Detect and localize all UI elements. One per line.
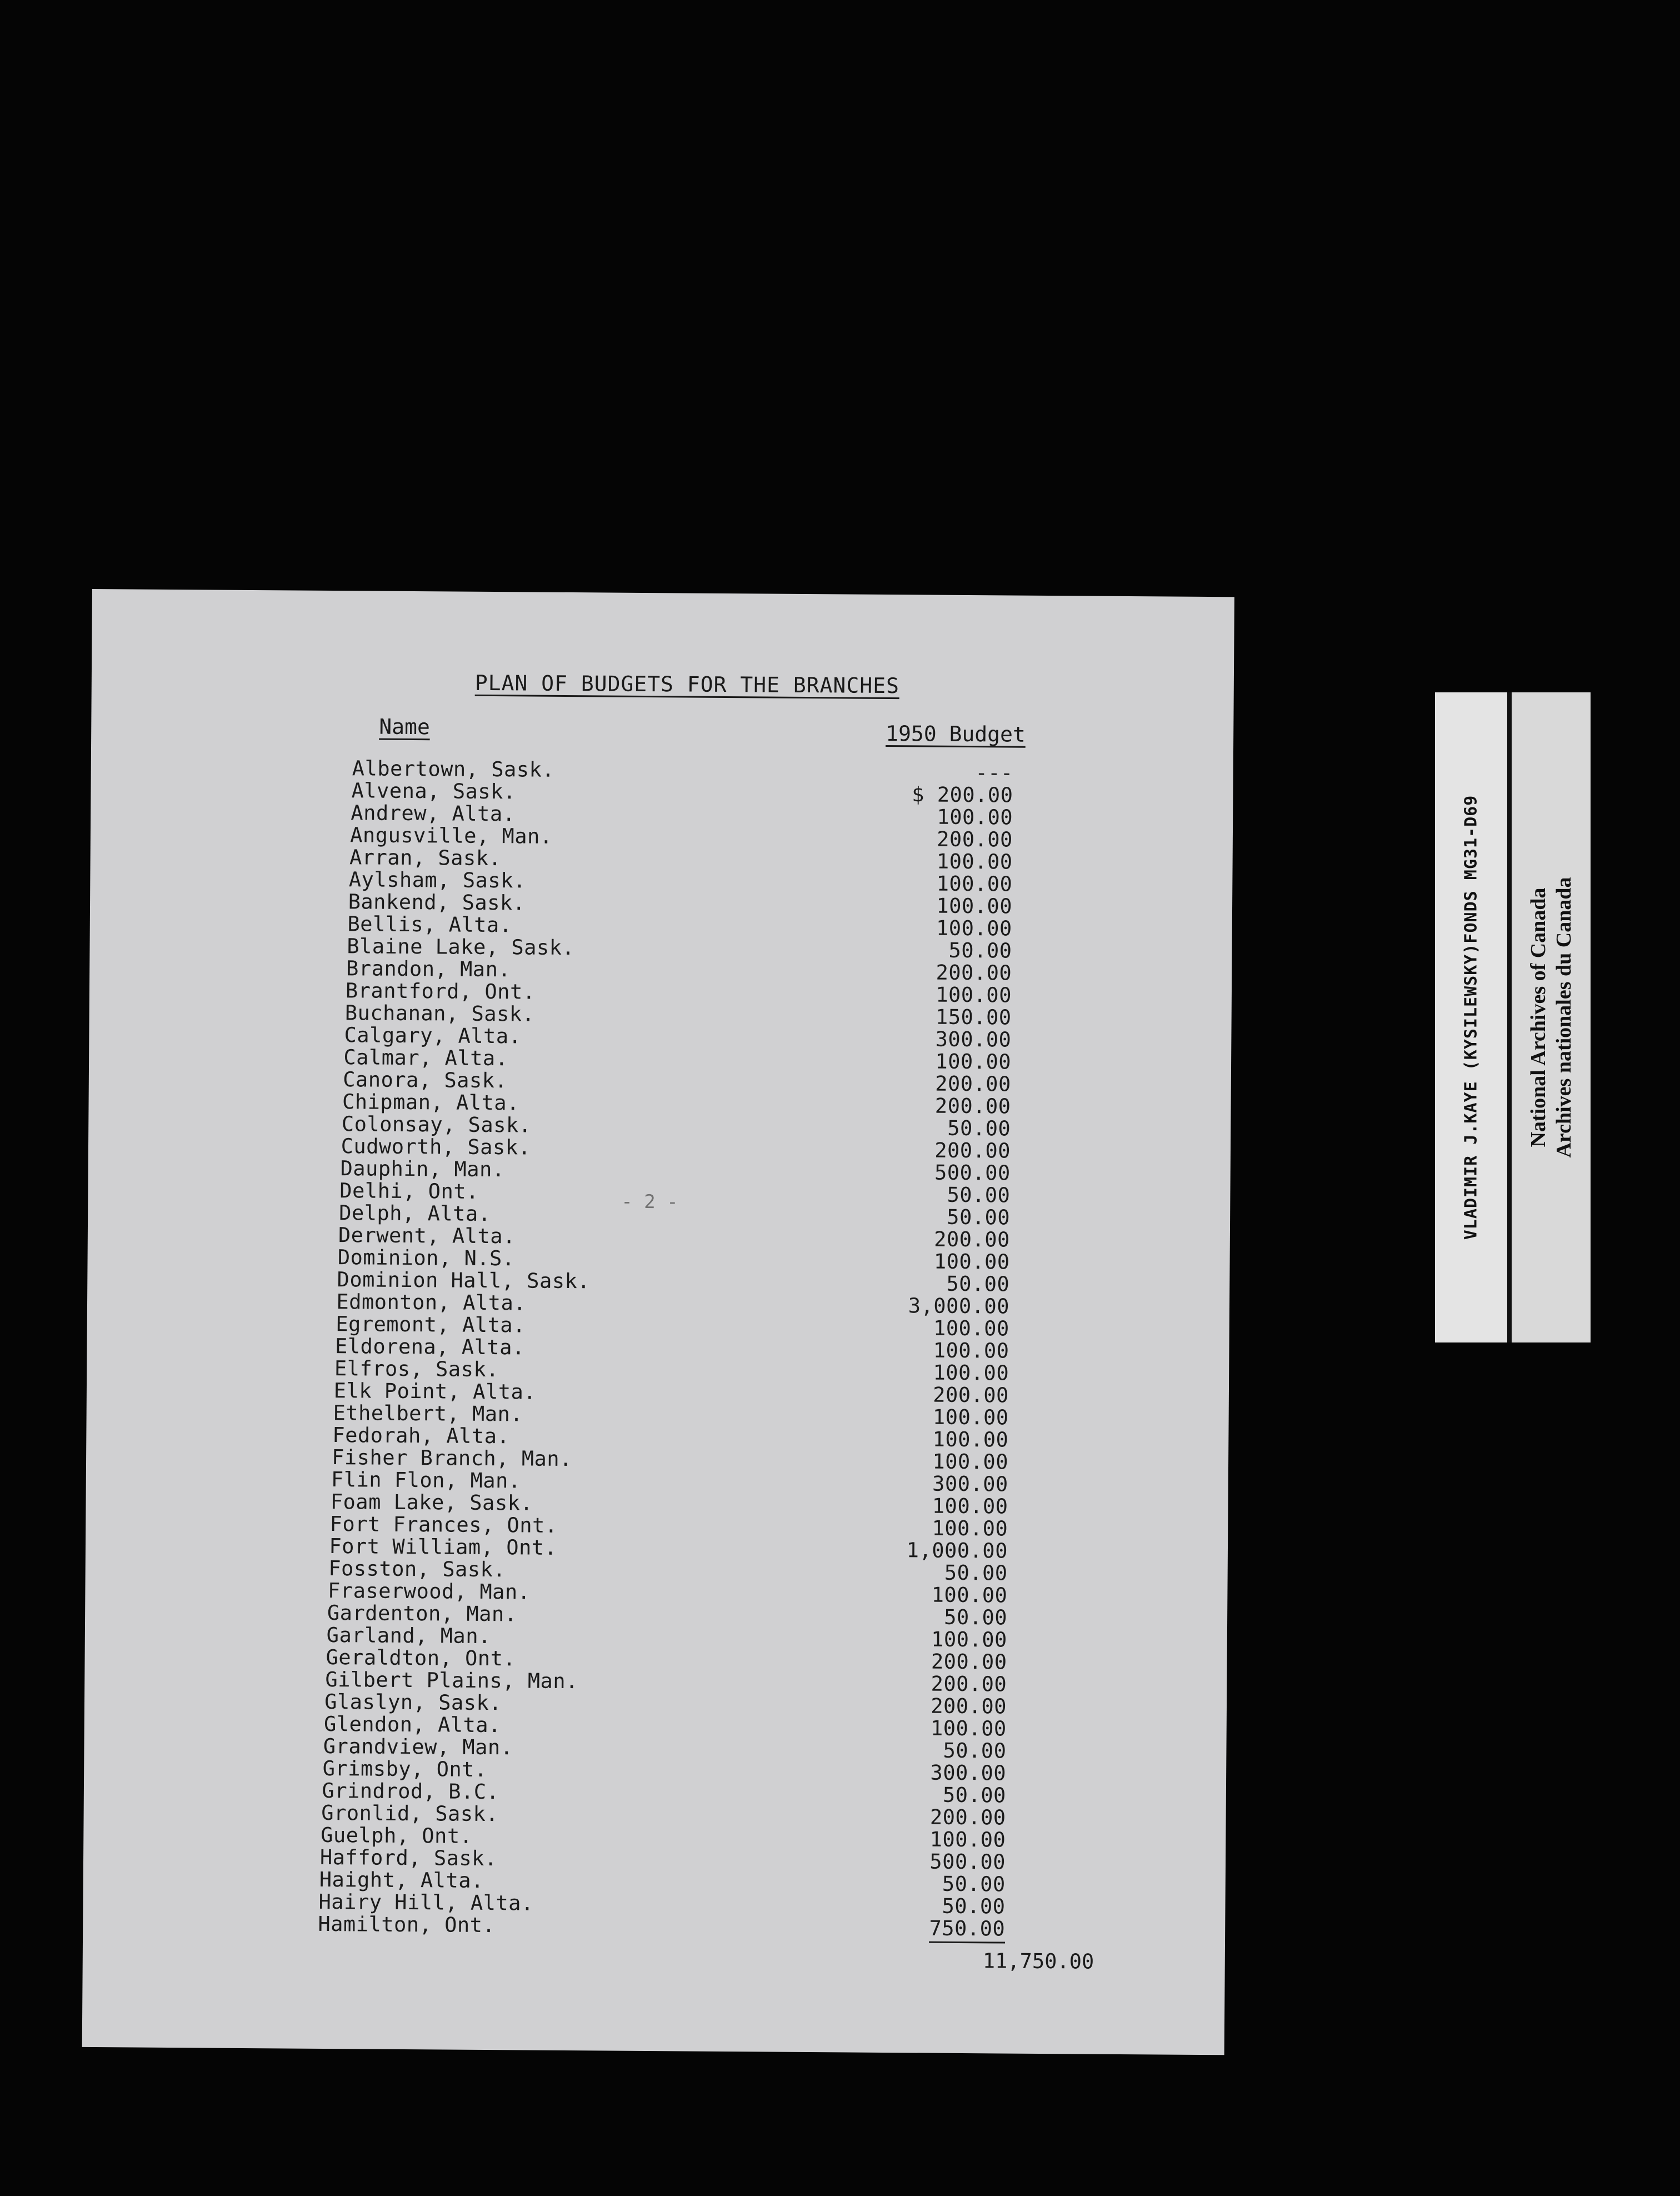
archive-stamp [1435,692,1591,1342]
fonds-label: VLADIMIR J.KAYE (KYSILEWSKY)FONDS MG31-D69 [1461,795,1481,1240]
branch-name: Geraldton, Ont. [326,1645,516,1671]
branch-name: Guelph, Ont. [321,1823,473,1848]
branch-name: Brandon, Man. [346,956,511,982]
branch-name: Ethelbert, Man. [333,1401,523,1426]
branch-budget: 100.00 [932,1405,1009,1430]
branch-budget: 100.00 [936,849,1013,874]
branch-budget: 500.00 [929,1849,1006,1874]
branch-name: Dominion, N.S. [337,1245,515,1271]
branch-name: Grindrod, B.C. [322,1778,499,1804]
branch-name: Andrew, Alta. [351,801,516,826]
branch-budget: 100.00 [936,871,1013,896]
branch-budget: 50.00 [942,1894,1006,1919]
page-number-bleedthrough: - 2 - [621,1190,678,1214]
branch-budget: 100.00 [936,894,1013,919]
branch-budget: 50.00 [948,938,1012,963]
branch-name: Angusville, Man. [350,823,553,849]
branch-budget: 100.00 [935,1049,1012,1074]
branch-budget: 100.00 [933,1249,1010,1274]
branch-budget: 100.00 [933,1338,1009,1363]
branch-name: Hamilton, Ont. [318,1911,496,1938]
archives-label [1526,877,1577,1157]
archives-label-fr: Archives nationales du Canada [1552,877,1576,1158]
branch-name: Glaslyn, Sask. [324,1689,502,1715]
branch-name: Fort Frances, Ont. [329,1512,558,1538]
branch-budget: 100.00 [933,1360,1009,1385]
fonds-label-panel [1435,692,1512,1342]
branch-budget: 3,000.00 [908,1294,1010,1319]
branch-name: Fisher Branch, Man. [332,1445,573,1471]
branch-budget: 200.00 [934,1094,1011,1119]
document-title: PLAN OF BUDGETS FOR THE BRANCHES [474,670,900,698]
budget-total: 11,750.00 [982,1949,1094,1974]
branch-name: Garland, Man. [326,1623,491,1649]
branch-budget: 100.00 [936,916,1012,941]
branch-name: Foam Lake, Sask. [330,1490,533,1515]
branch-budget: 100.00 [930,1716,1007,1741]
branch-name: Delhi, Ont. [339,1179,479,1204]
branch-name: Calmar, Alta. [343,1045,508,1071]
branch-budget: 750.00 [929,1916,1005,1944]
branch-name: Albertown, Sask. [352,756,555,782]
budget-column-header: 1950 Budget [886,721,1026,747]
branch-name: Haight, Alta. [319,1867,484,1893]
branch-name: Glendon, Alta. [323,1711,502,1738]
branch-budget: 50.00 [942,1871,1006,1896]
branch-budget: 50.00 [944,1560,1008,1585]
archives-label-panel [1512,692,1591,1342]
branch-name: Edmonton, Alta. [336,1290,527,1315]
branch-name: Cudworth, Sask. [341,1134,531,1160]
branch-name: Buchanan, Sask. [344,1001,535,1026]
branch-budget: 300.00 [932,1471,1008,1496]
branch-name: Elk Point, Alta. [333,1379,537,1404]
branch-budget: 50.00 [947,1182,1011,1207]
branch-name: Gronlid, Sask. [321,1800,499,1826]
branch-budget: 50.00 [946,1271,1010,1296]
branch-name: Egremont, Alta. [336,1312,526,1337]
branch-budget: 100.00 [937,805,1013,830]
branch-name: Fraserwood, Man. [327,1579,531,1604]
branch-budget: 100.00 [932,1427,1009,1452]
branch-name: Elfros, Sask. [334,1356,499,1382]
branch-name: Dominion Hall, Sask. [337,1267,591,1294]
branch-budget: 100.00 [931,1583,1008,1608]
branch-name: Canora, Sask. [343,1067,508,1093]
branch-budget: --- [975,761,1013,785]
branch-budget: 100.00 [932,1516,1008,1541]
branch-name: Arran, Sask. [349,845,502,871]
budget-table [83,755,1233,1940]
branch-budget: 100.00 [932,1494,1008,1519]
document-page [82,589,1234,2055]
branch-name: Alvena, Sask. [351,778,516,804]
branch-name: Derwent, Alta. [338,1223,516,1249]
branch-budget: 200.00 [929,1805,1006,1830]
branch-name: Bankend, Sask. [348,890,526,915]
branch-budget: 100.00 [936,982,1012,1007]
branch-budget: 200.00 [934,1138,1011,1163]
branch-name: Fosston, Sask. [328,1556,506,1582]
branch-name: Aylsham, Sask. [348,867,526,893]
name-column-header: Name [379,714,430,740]
branch-name: Gardenton, Man. [327,1600,517,1626]
branch-budget: 100.00 [929,1827,1006,1852]
branch-budget: 150.00 [935,1005,1012,1030]
branch-budget: 50.00 [947,1116,1011,1141]
branch-name: Fort William, Ont. [329,1534,557,1560]
branch-name: Delph, Alta. [339,1201,491,1226]
branch-budget: 200.00 [937,827,1013,852]
branch-name: Grimsby, Ont. [322,1756,487,1782]
branch-budget: 500.00 [934,1160,1011,1185]
branch-name: Blaine Lake, Sask. [347,934,575,960]
branch-budget: 50.00 [943,1738,1007,1763]
branch-budget: 200.00 [933,1383,1009,1408]
branch-budget: 300.00 [930,1760,1007,1785]
branch-name: Colonsay, Sask. [341,1112,532,1137]
branch-budget: $ 200.00 [912,782,1013,807]
branch-budget: 200.00 [934,1227,1011,1252]
branch-name: Calgary, Alta. [344,1023,522,1049]
branch-name: Hafford, Sask. [319,1845,497,1871]
branch-name: Fedorah, Alta. [332,1423,510,1449]
branch-budget: 50.00 [947,1205,1011,1230]
branch-budget: 200.00 [931,1671,1007,1696]
branch-budget: 100.00 [931,1627,1007,1652]
branch-budget: 200.00 [931,1649,1007,1674]
branch-name: Dauphin, Man. [340,1156,505,1182]
branch-budget: 200.00 [936,960,1012,985]
branch-budget: 50.00 [942,1783,1007,1808]
branch-name: Chipman, Alta. [342,1090,520,1115]
branch-name: Bellis, Alta. [347,912,512,937]
branch-name: Gilbert Plains, Man. [325,1667,579,1694]
branch-budget: 300.00 [935,1027,1012,1052]
branch-budget: 200.00 [931,1694,1007,1719]
branch-budget: 200.00 [935,1071,1011,1096]
archives-label-en: National Archives of Canada [1527,887,1550,1147]
branch-budget: 100.00 [932,1449,1009,1474]
branch-name: Grandview, Man. [323,1734,513,1760]
branch-budget: 100.00 [933,1316,1009,1341]
branch-name: Eldorena, Alta. [334,1334,525,1360]
branch-budget: 50.00 [944,1605,1008,1630]
branch-name: Hairy Hill, Alta. [318,1889,534,1915]
branch-name: Flin Flon, Man. [331,1468,521,1493]
branch-name: Brantford, Ont. [345,979,536,1004]
branch-budget: 1,000.00 [906,1538,1008,1563]
